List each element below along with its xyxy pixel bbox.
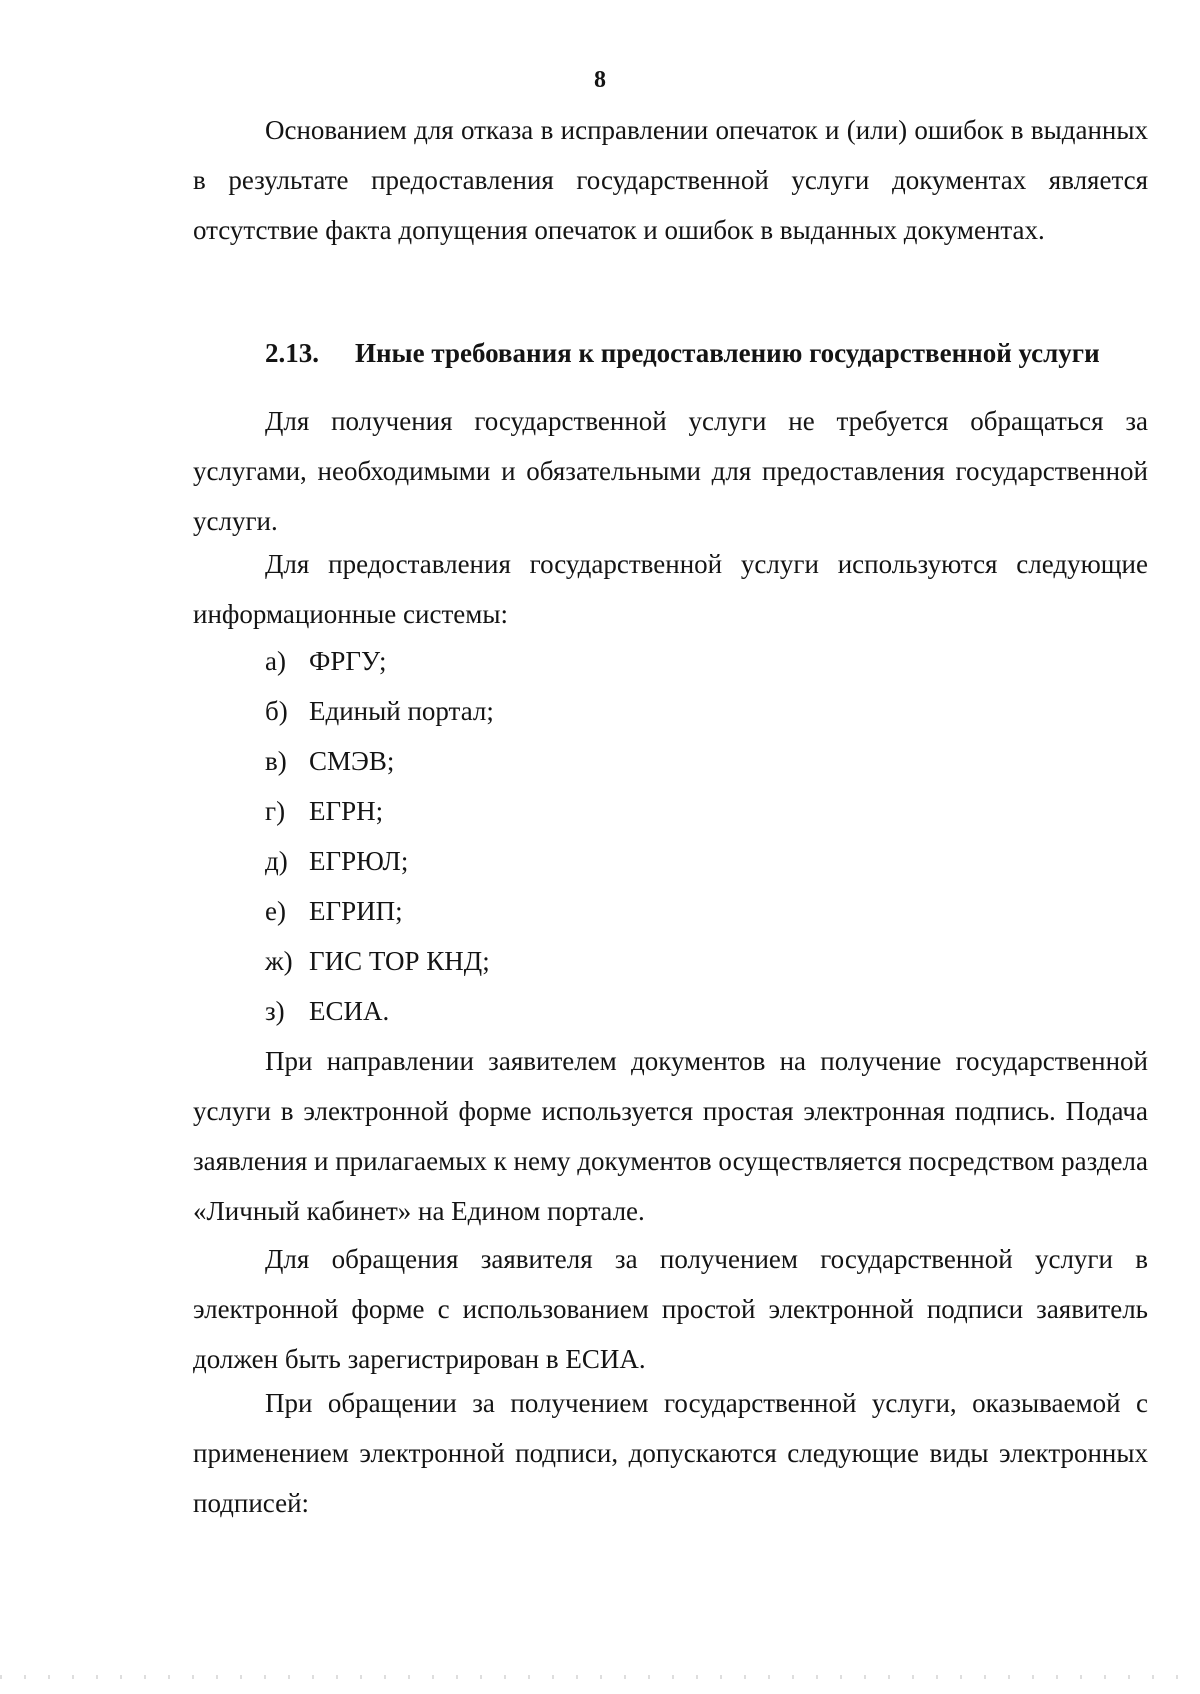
paragraph-esia-registration: Для обращения заявителя за получением государственной услуги в электронной форме с использованием простой электронной подписи заявитель должен быть зарегистрирован в ЕСИА. (193, 1244, 1148, 1374)
scan-edge-artifact (0, 1675, 1200, 1679)
list-item-text: ЕГРИП; (309, 896, 403, 926)
list-item (265, 936, 494, 986)
paragraph-refusal: Основанием для отказа в исправлении опечаток и (или) ошибок в выданных в результате предоставления государственной услуги документах является отсутствие факта допущения опечаток и ошибок в выданных документах. (193, 115, 1148, 245)
list-item (265, 686, 494, 736)
paragraph-signature-types-block (193, 1378, 1148, 1528)
paragraph-signature-simple: При направлении заявителем документов на получение государственной услуги в электронной форме используется простая электронная подпись. Подача заявления и прилагаемых к нему документов осуществляется посредством раздела «Личный кабинет» на Едином портале. (193, 1046, 1148, 1226)
paragraph-systems-intro-block (193, 539, 1148, 639)
list-marker: в) (265, 746, 287, 776)
list-item-text: ФРГУ; (309, 646, 387, 676)
list-item-text: ЕГРН; (309, 796, 384, 826)
paragraph-no-services-block (193, 396, 1148, 546)
list-item-text: ГИС ТОР КНД; (309, 946, 490, 976)
list-marker: ж) (265, 946, 293, 976)
list-item (265, 986, 494, 1036)
list-item (265, 636, 494, 686)
paragraph-no-services: Для получения государственной услуги не требуется обращаться за услугами, необходимыми и обязательными для предоставления государственной услуги. (193, 406, 1148, 536)
list-item-text: ЕГРЮЛ; (309, 846, 409, 876)
list-marker: г) (265, 796, 286, 826)
list-marker: а) (265, 646, 286, 676)
paragraph-signature-types: При обращении за получением государственной услуги, оказываемой с применением электронной подписи, допускаются следующие виды электронных подписей: (193, 1388, 1148, 1518)
list-item-text: Единый портал; (309, 696, 494, 726)
list-item (265, 786, 494, 836)
paragraph-systems-intro: Для предоставления государственной услуги используются следующие информационные системы: (193, 549, 1148, 629)
list-item-text: СМЭВ; (309, 746, 395, 776)
page-number: 8 (594, 67, 606, 93)
list-item (265, 736, 494, 786)
paragraph-refusal-block (193, 105, 1148, 255)
list-item (265, 836, 494, 886)
section-number: 2.13. (265, 338, 319, 368)
list-marker: б) (265, 696, 288, 726)
list-marker: з) (265, 996, 285, 1026)
section-title: Иные требования к предоставлению государственной услуги (355, 338, 1100, 368)
systems-list (265, 636, 494, 1036)
paragraph-signature-simple-block (193, 1036, 1148, 1236)
list-marker: д) (265, 846, 288, 876)
paragraph-esia-registration-block (193, 1234, 1148, 1384)
list-item (265, 886, 494, 936)
list-marker: е) (265, 896, 286, 926)
list-item-text: ЕСИА. (309, 996, 390, 1026)
